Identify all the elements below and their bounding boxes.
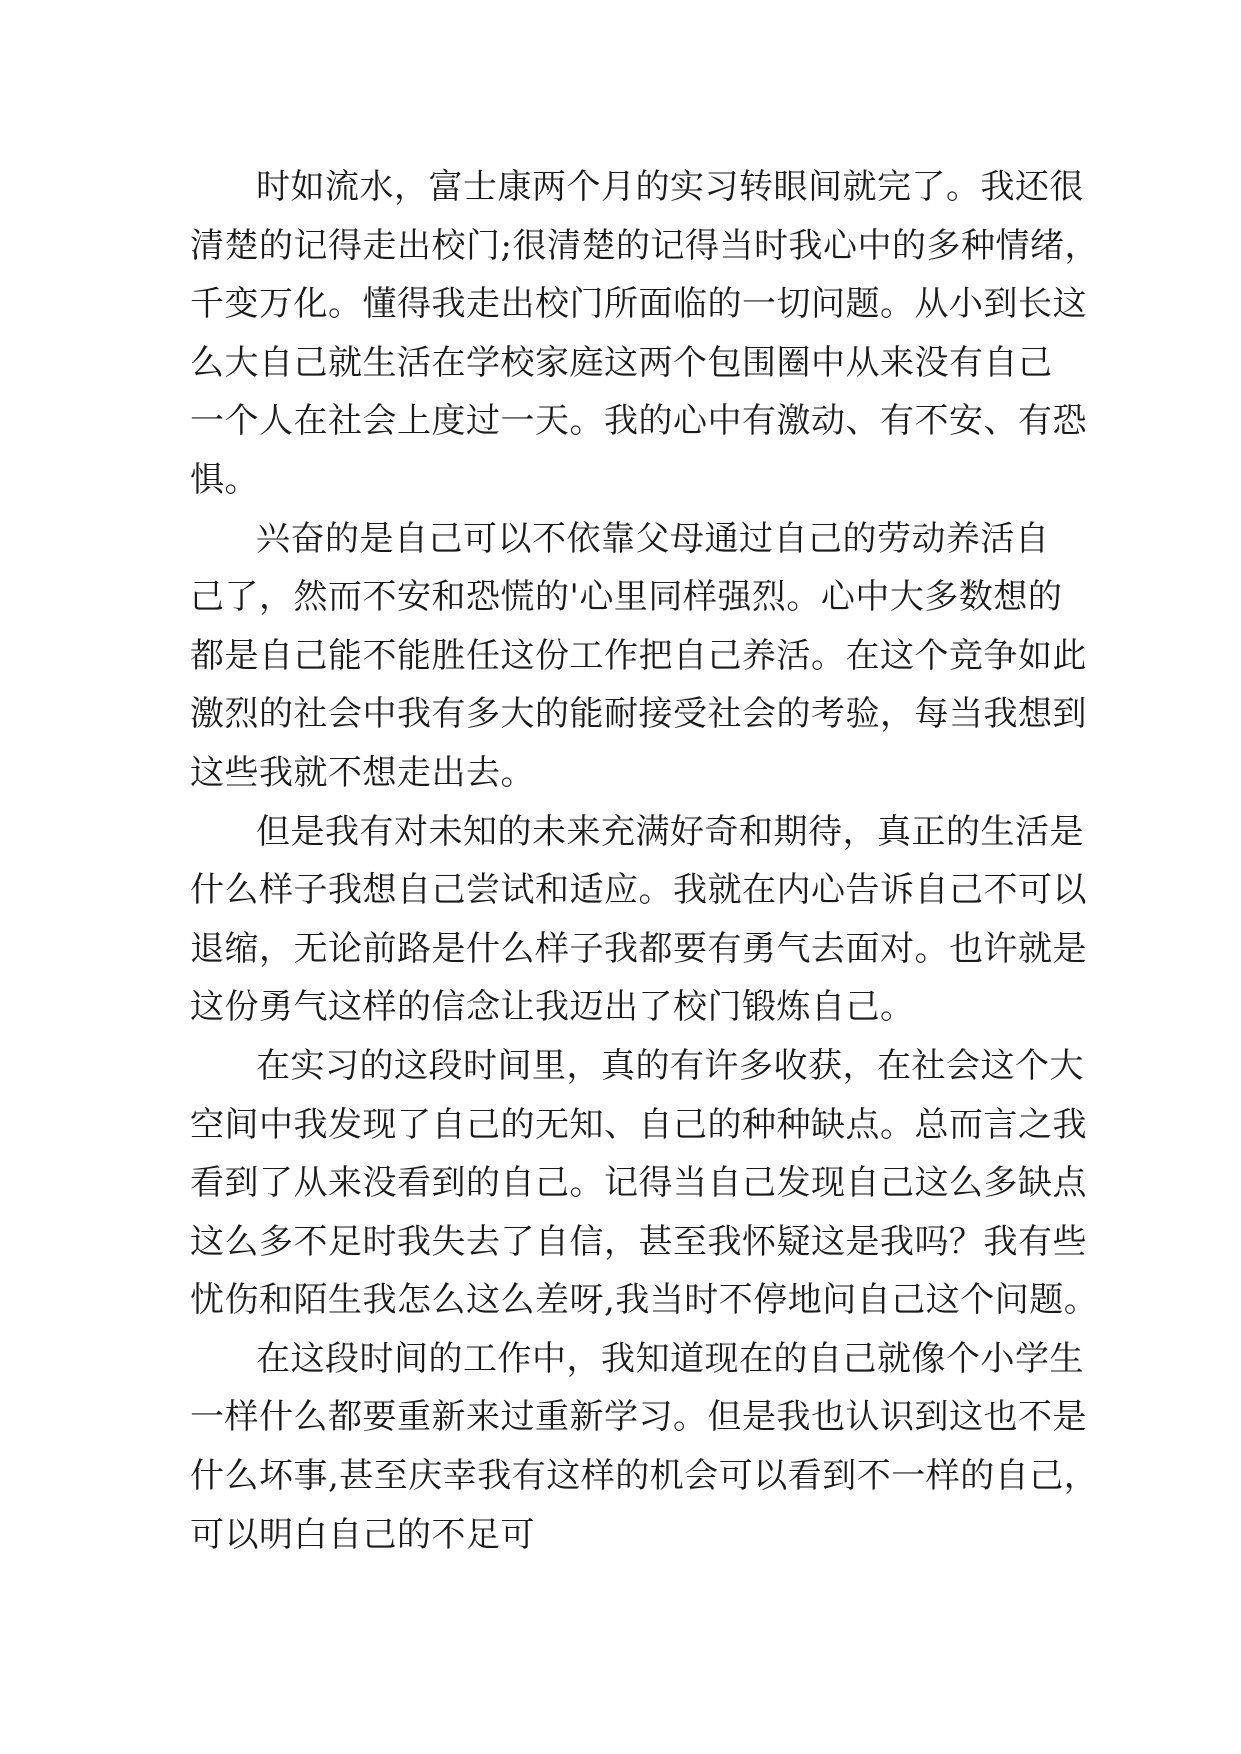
text-line: 清楚的记得走出校门;很清楚的记得当时我心中的多种情绪，	[190, 225, 1099, 266]
text-line: 什么样子我想自己尝试和适应。我就在内心告诉自己不可以	[190, 870, 1087, 911]
text-line: 一样什么都要重新来过重新学习。但是我也认识到这也不是	[190, 1397, 1087, 1438]
text-line: 空间中我发现了自己的无知、自己的种种缺点。总而言之我	[190, 1104, 1087, 1145]
text-line: 惧。	[190, 459, 259, 500]
text-line: 己了，然而不安和恐慌的'心里同样强烈。心中大多数想的	[190, 577, 1063, 618]
text-line: 时如流水，富士康两个月的实习转眼间就完了。我还很	[256, 167, 1084, 207]
text-line: 这些我就不想走出去。	[190, 752, 535, 793]
text-line: 么大自己就生活在学校家庭这两个包围圈中从来没有自己	[190, 342, 1053, 383]
text-line: 在这段时间的工作中，我知道现在的自己就像个小学生	[256, 1338, 1084, 1379]
text-line: 这份勇气这样的信念让我迈出了校门锻炼自己。	[190, 987, 915, 1028]
text-line: 兴奋的是自己可以不依靠父母通过自己的劳动养活自	[256, 518, 1050, 559]
text-line: 在实习的这段时间里，真的有许多收获，在社会这个大	[256, 1045, 1084, 1086]
body-text	[190, 158, 1099, 1564]
text-line: 这么多不足时我失去了自信，甚至我怀疑这是我吗？我有些	[190, 1221, 1087, 1262]
text-line: 看到了从来没看到的自己。记得当自己发现自己这么多缺点	[190, 1163, 1087, 1204]
text-line: 千变万化。懂得我走出校门所面临的一切问题。从小到长这	[190, 284, 1087, 325]
text-line: 都是自己能不能胜任这份工作把自己养活。在这个竞争如此	[190, 635, 1087, 676]
text-line: 退缩，无论前路是什么样子我都要有勇气去面对。也许就是	[190, 928, 1087, 969]
text-line: 激烈的社会中我有多大的能耐接受社会的考验，每当我想到	[190, 694, 1087, 735]
text-line: 可以明白自己的不足可	[190, 1514, 535, 1555]
text-line: 什么坏事,甚至庆幸我有这样的机会可以看到不一样的自己，	[190, 1456, 1099, 1497]
text-line: 但是我有对未知的未来充满好奇和期待，真正的生活是	[256, 811, 1084, 852]
text-line: 一个人在社会上度过一天。我的心中有激动、有不安、有恐	[190, 401, 1087, 442]
text-line: 忧伤和陌生我怎么这么差呀,我当时不停地问自己这个问题。	[190, 1280, 1099, 1321]
